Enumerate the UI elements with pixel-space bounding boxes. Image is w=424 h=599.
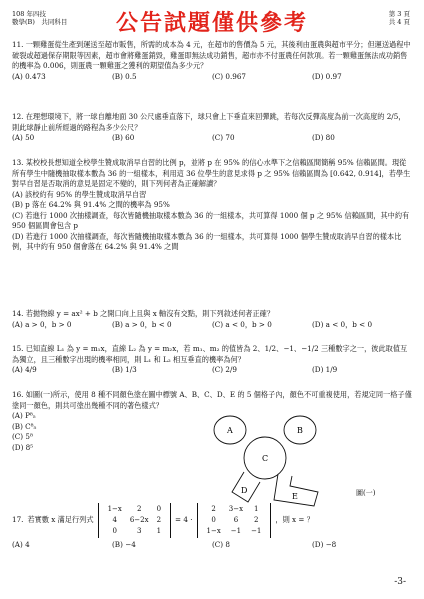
question-14 — [12, 309, 412, 330]
region-label-d: D — [241, 486, 248, 495]
region-label-c: C — [262, 454, 269, 463]
region-e — [274, 474, 318, 506]
question-number: 12. — [12, 112, 24, 121]
option-c[interactable]: (C) 8 — [212, 540, 230, 549]
determinant-right: 2 3−x 1 0 6 2 1−x −1 −1 — [197, 503, 272, 538]
question-17-stem — [12, 503, 412, 538]
question-text: 在理想環境下，將一球自離地面 30 公尺處垂直落下，球只會上下垂直來回彈跳，若每次反彈高度為前一次高度的 2/5，則此球靜止前所經過的路程為多少公尺？ — [12, 112, 406, 132]
question-number: 16. — [12, 390, 24, 399]
option-c[interactable]: (C) 70 — [212, 133, 235, 142]
determinant-left: 1−x 2 0 4 6−2x 2 0 3 1 — [98, 503, 171, 538]
question-text: 某校校長想知道全校學生贊成取消早自習的比例 p，並將 p 在 95% 的信心水準下之信賴區間簡稱 95% 信賴區間。現從所有學生中隨機抽取樣本數為 36 的一組樣本，利用這 36 位學生的意見求得 p 之 95% 信賴區間為 [0.642, 0.914]，若學生對早自習是否取消的意見是固定不變的，則下列何者為正確解讀？ — [12, 158, 411, 188]
option-a[interactable]: (A) 4 — [12, 540, 30, 549]
exam-subject: 數學(B) 共同科目 — [12, 18, 68, 26]
figure-1-diagram — [178, 400, 378, 510]
option-b[interactable]: (B) 1/3 — [112, 365, 137, 374]
question-text: 一顆雞蛋從生產到運送至超市販售，所需的成本為 4 元，在超市的售價為 5 元，其後利由蛋農與超市平分；但運送過程中破裂或超過保存期限等因素，超市會將雞蛋銷毀，雞蛋即無法成功銷售，超市亦不付蛋農任何款項。若一顆雞蛋無法成功銷售的機率為 0.006，則蛋農一顆雞蛋之獲利的期望值為多少元？ — [12, 40, 411, 70]
page-number: 第 3 頁 — [388, 10, 410, 18]
question-text: 如圖(一)所示，使用 8 種不同顏色塗在圖中標號 A、B、C、D、E 的 5 個格子內，顏色不可重複使用，若規定同一格子僅塗同一顏色，則共可塗出幾種不同的著色樣式？ — [12, 390, 412, 410]
option-d[interactable]: (D) 0.97 — [312, 71, 342, 81]
options-row — [12, 365, 412, 376]
option-c[interactable]: (C) 5⁸ — [12, 432, 33, 441]
option-c[interactable]: (C) 2/9 — [212, 365, 237, 374]
option-b[interactable]: (B) 0.5 — [112, 71, 137, 81]
page-total: 共 4 頁 — [388, 18, 410, 26]
option-b[interactable]: (B) 60 — [112, 133, 135, 142]
option-d[interactable]: (D) 1/9 — [312, 365, 338, 374]
option-a[interactable]: (A) P⁸₅ — [12, 411, 36, 420]
option-d[interactable]: (D) 80 — [312, 133, 335, 142]
question-13 — [12, 158, 412, 253]
question-12 — [12, 112, 412, 144]
question-15 — [12, 344, 412, 376]
option-b[interactable]: (B) a > 0，b < 0 — [112, 319, 172, 329]
option-a[interactable]: (A) 4/9 — [12, 365, 37, 374]
option-c[interactable]: (C) 0.967 — [212, 71, 246, 81]
exam-year: 108 年四技 — [12, 10, 46, 18]
page-footer: -3- — [394, 577, 406, 587]
question-number: 13. — [12, 158, 24, 167]
option-c[interactable]: (C) a < 0，b > 0 — [212, 319, 272, 329]
option-b[interactable]: (B) −4 — [112, 540, 136, 549]
option-d[interactable]: (D) a < 0，b < 0 — [312, 319, 373, 329]
question-text: 若拋物線 y = ax² + b 之開口向上且與 x 軸沒有交點，則下列敘述何者正確？ — [25, 309, 275, 318]
watermark-banner: 公告試題僅供參考 — [115, 11, 308, 36]
question-number: 15. — [12, 344, 24, 353]
options-row — [12, 133, 412, 144]
options-row — [12, 72, 412, 83]
region-label-a: A — [227, 426, 233, 435]
options-row — [12, 320, 412, 331]
option-d[interactable]: (D) 若進行 1000 次抽樣調查，每次皆隨機抽取樣本數為 36 的一組樣本，共可算得 1000 個學生贊成取消早自習的樣本比例，其中約有 950 個會落在 64.2% 與 91.4% 之間 — [12, 231, 402, 251]
option-c[interactable]: (C) 若進行 1000 次抽樣調查，每次皆隨機抽取樣本數為 36 的一組樣本，共可算得 1000 個 p 之 95% 信賴區間，其中約有 950 個區間會包含 p — [12, 210, 410, 230]
option-a[interactable]: (A) 該校約有 95% 的學生贊成取消早自習 — [12, 189, 147, 199]
question-17 — [12, 503, 412, 551]
region-label-e: E — [292, 492, 298, 501]
question-number: 17. — [12, 515, 24, 525]
header-right — [389, 10, 410, 26]
question-text-after: ，則 x = ？ — [275, 515, 314, 525]
question-text: 已知直線 L₁ 為 y = m₁x，直線 L₂ 為 y = m₂x，若 m₁、m₂ 的值皆為 2、1/2、−1、−1/2 三種數字之一，彼此取值互為獨立，且三種數字出現的機率相同，則 L₁ 和 L₂ 相互垂直的機率為何？ — [12, 344, 408, 364]
question-text-before: 若實數 x 滿足行列式 — [27, 515, 94, 525]
option-d[interactable]: (D) 8⁵ — [12, 442, 34, 452]
option-b[interactable]: (B) C⁸₅ — [12, 421, 37, 431]
question-11 — [12, 40, 412, 82]
options-row — [12, 540, 412, 551]
figure-caption: 圖(一) — [356, 489, 376, 497]
option-d[interactable]: (D) −8 — [312, 540, 337, 549]
region-label-b: B — [297, 426, 303, 435]
option-a[interactable]: (A) 50 — [12, 133, 35, 142]
equals-scalar: = 4 · — [175, 515, 193, 525]
option-a[interactable]: (A) 0.473 — [12, 71, 46, 81]
option-b[interactable]: (B) p 落在 64.2% 與 91.4% 之間的機率為 95% — [12, 200, 170, 209]
option-a[interactable]: (A) a > 0，b > 0 — [12, 319, 72, 329]
question-number: 11. — [12, 40, 24, 49]
question-number: 14. — [12, 309, 24, 318]
